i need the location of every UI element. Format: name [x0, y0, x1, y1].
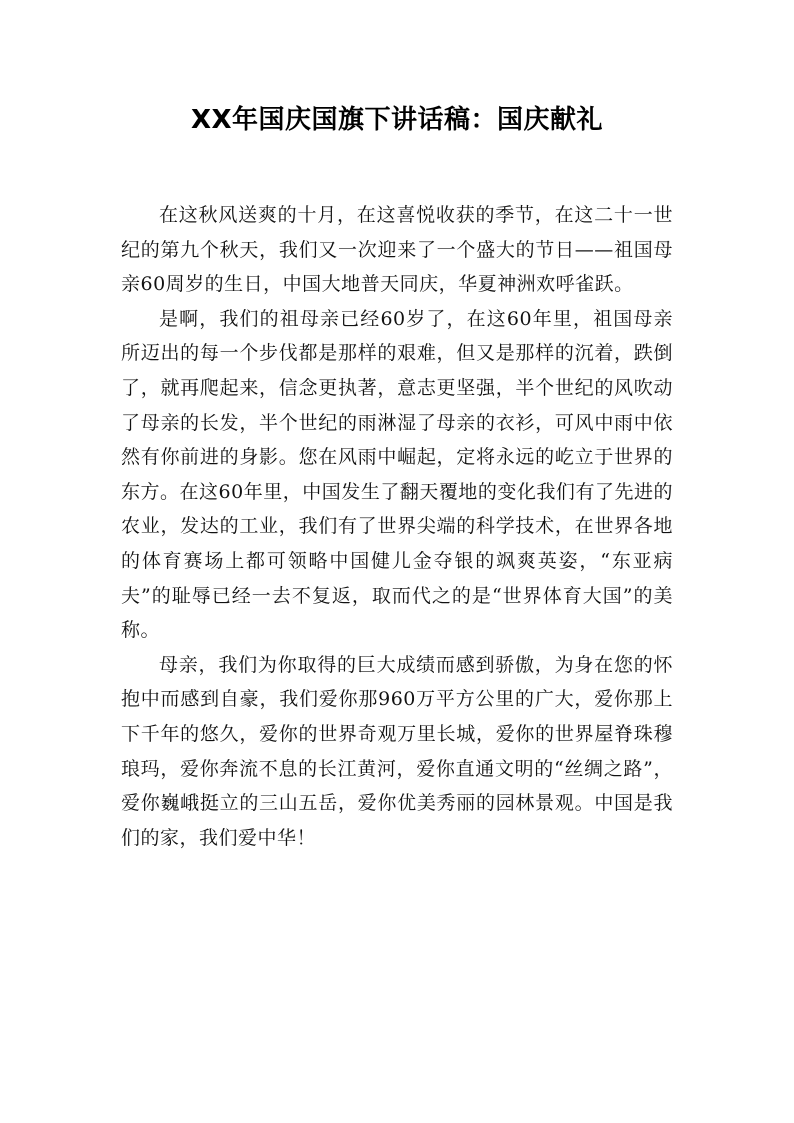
- document-title: XX年国庆国旗下讲话稿：国庆献礼: [190, 105, 604, 135]
- paragraph: 在这秋风送爽的十月，在这喜悦收获的季节，在这二十一世纪的第九个秋天，我们又一次迎来了一个盛大的节日——祖国母亲60周岁的生日，中国大地普天同庆，华夏神洲欢呼雀跃。: [121, 204, 673, 296]
- paragraph: 是啊，我们的祖母亲已经60岁了，在这60年里，祖国母亲所迈出的每一个步伐都是那样的艰难，但又是那样的沉着，跌倒了，就再爬起来，信念更执著，意志更坚强，半个世纪的风吹动了母亲的长发，半个世纪的雨淋湿了母亲的衣衫，可风中雨中依然有你前进的身影。您在风雨中崛起，定将永远的屹立于世界的东方。在这60年里，中国发生了翻天覆地的变化我们有了先进的农业，发达的工业，我们有了世界尖端的科学技术，在世界各地的体育赛场上都可领略中国健儿金夺银的飒爽英姿，“东亚病夫”的耻辱已经一去不复返，取而代之的是“世界体育大国”的美称。: [121, 307, 673, 642]
- document-body: [121, 198, 673, 855]
- paragraph: 母亲，我们为你取得的巨大成绩而感到骄傲，为身在您的怀抱中而感到自豪，我们爱你那960万平方公里的广大，爱你那上下千年的悠久，爱你的世界奇观万里长城，爱你的世界屋脊珠穆琅玛，爱你奔流不息的长江黄河，爱你直通文明的“丝绸之路”，爱你巍峨挺立的三山五岳，爱你优美秀丽的园林景观。中国是我们的家，我们爱中华！: [121, 653, 673, 849]
